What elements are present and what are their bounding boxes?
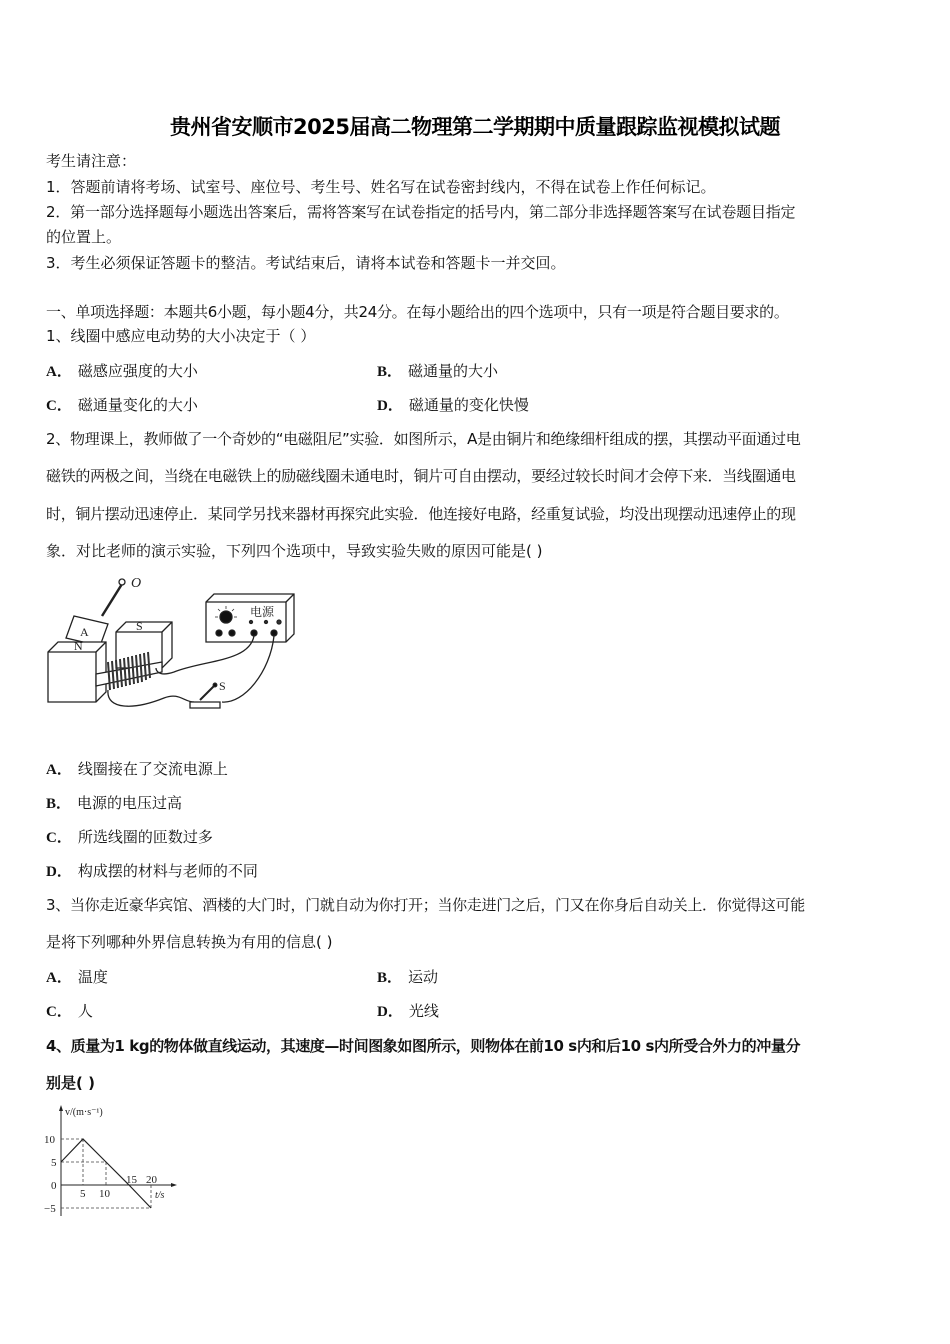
notice-item-2: 2．第一部分选择题每小题选出答案后，需将答案写在试卷指定的括号内，第二部分非选择题答案写在试卷题目指定 xyxy=(46,203,796,221)
question-3-option-d[interactable] xyxy=(377,1001,439,1022)
question-2-option-d[interactable] xyxy=(46,861,258,882)
option-text: 电源的电压过高 xyxy=(77,794,183,812)
question-3-option-a[interactable] xyxy=(46,967,108,988)
option-letter: D． xyxy=(377,1004,403,1020)
question-2-stem-line-2: 磁铁的两极之间，当绕在电磁铁上的励磁线圈未通电时，铜片可自由摆动，要经过较长时间才会停下来．当线圈通电 xyxy=(46,467,796,485)
option-text: 磁通量的变化快慢 xyxy=(408,396,529,414)
notice-item-1: 1．答题前请将考场、试室号、座位号、考生号、姓名写在试卷密封线内，不得在试卷上作任何标记。 xyxy=(46,178,716,196)
question-1-stem: 1、线圈中感应电动势的大小决定于（ ） xyxy=(46,327,316,345)
option-letter: B． xyxy=(46,796,72,812)
question-3-stem-line-2: 是将下列哪种外界信息转换为有用的信息( ) xyxy=(46,933,333,951)
pivot-label: O xyxy=(131,576,142,591)
velocity-time-graph xyxy=(40,1102,190,1220)
notice-heading: 考生请注意： xyxy=(46,152,137,170)
question-2-stem-line-4: 象．对比老师的演示实验，下列四个选项中，导致实验失败的原因可能是( ) xyxy=(46,542,543,560)
question-4-stem-line-1: 4、质量为1 kg的物体做直线运动，其速度—时间图象如图所示，则物体在前10 s内和后10 s内所受合外力的冲量分 xyxy=(46,1037,801,1055)
south-pole-label: S xyxy=(136,619,143,633)
option-letter: B． xyxy=(377,364,403,380)
power-supply-label: 电源 xyxy=(250,605,275,619)
notice-item-3: 3．考生必须保证答题卡的整洁。考试结束后，请将本试卷和答题卡一并交回。 xyxy=(46,254,566,272)
question-2-stem-line-1: 2、物理课上，教师做了一个奇妙的“电磁阻尼”实验．如图所示，A是由铜片和绝缘细杆组成的摆，其摆动平面通过电 xyxy=(46,430,801,448)
question-1-option-d[interactable] xyxy=(377,395,529,416)
question-4-stem-line-2: 别是( ) xyxy=(46,1074,95,1092)
switch-label: S xyxy=(219,679,226,693)
option-letter: C． xyxy=(46,398,72,414)
x-tick-5: 5 xyxy=(80,1188,86,1200)
question-2-option-c[interactable] xyxy=(46,827,213,848)
question-2-option-b[interactable] xyxy=(46,793,182,814)
option-letter: D． xyxy=(46,864,72,880)
question-2-option-a[interactable] xyxy=(46,759,228,780)
option-text: 光线 xyxy=(408,1002,439,1020)
notice-item-2-cont: 的位置上。 xyxy=(46,228,122,246)
option-text: 人 xyxy=(77,1002,93,1020)
option-letter: D． xyxy=(377,398,403,414)
option-text: 所选线圈的匝数过多 xyxy=(77,828,213,846)
x-tick-15: 15 xyxy=(126,1174,137,1186)
x-tick-10: 10 xyxy=(99,1188,110,1200)
question-1-option-a[interactable] xyxy=(46,361,198,382)
question-1-option-b[interactable] xyxy=(377,361,498,382)
option-text: 构成摆的材料与老师的不同 xyxy=(77,862,258,880)
x-axis-label: t/s xyxy=(155,1190,165,1201)
option-letter: C． xyxy=(46,830,72,846)
x-tick-20: 20 xyxy=(146,1174,157,1186)
question-3-option-c[interactable] xyxy=(46,1001,93,1022)
option-letter: A． xyxy=(46,762,72,778)
document-title: 贵州省安顺市2025届高二物理第二学期期中质量跟踪监视模拟试题 xyxy=(170,115,780,139)
option-letter: C． xyxy=(46,1004,72,1020)
option-text: 运动 xyxy=(408,968,439,986)
y-axis-label: v/(m·s⁻¹) xyxy=(65,1107,103,1118)
option-text: 磁感应强度的大小 xyxy=(77,362,198,380)
option-text: 线圈接在了交流电源上 xyxy=(77,760,228,778)
y-tick-0: 0 xyxy=(51,1180,57,1192)
y-tick-neg5: −5 xyxy=(44,1203,56,1215)
question-3-option-b[interactable] xyxy=(377,967,438,988)
y-tick-10: 10 xyxy=(44,1134,55,1146)
option-letter: B． xyxy=(377,970,403,986)
section-heading: 一、单项选择题：本题共6小题，每小题4分，共24分。在每小题给出的四个选项中，只有一项是符合题目要求的。 xyxy=(46,303,789,321)
question-3-stem-line-1: 3、当你走近豪华宾馆、酒楼的大门时，门就自动为你打开；当你走进门之后，门又在你身后自动关上．你觉得这可能 xyxy=(46,896,805,914)
option-letter: A． xyxy=(46,970,72,986)
north-pole-label: N xyxy=(74,639,83,653)
option-text: 磁通量变化的大小 xyxy=(77,396,198,414)
electromagnetic-damping-figure xyxy=(44,572,314,720)
option-text: 磁通量的大小 xyxy=(408,362,499,380)
y-tick-5: 5 xyxy=(51,1157,57,1169)
question-2-stem-line-3: 时，铜片摆动迅速停止．某同学另找来器材再探究此实验．他连接好电路，经重复试验，均没出现摆动迅速停止的现 xyxy=(46,505,796,523)
question-1-option-c[interactable] xyxy=(46,395,198,416)
pendulum-label: A xyxy=(80,625,89,639)
option-text: 温度 xyxy=(77,968,108,986)
option-letter: A． xyxy=(46,364,72,380)
